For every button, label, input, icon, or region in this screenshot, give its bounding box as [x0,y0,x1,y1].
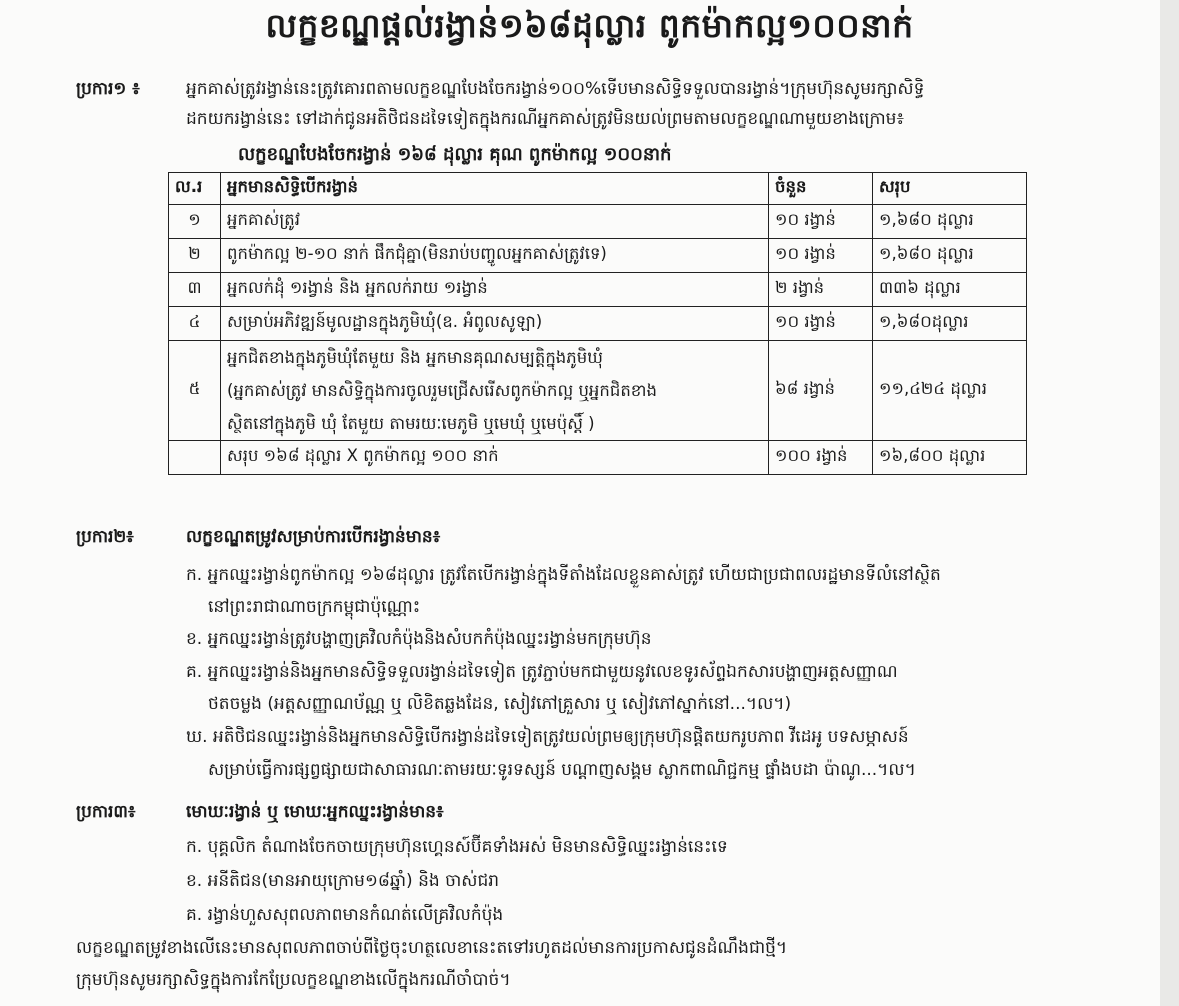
header-qty: ចំនួន [769,173,873,205]
article-1-line-1: អ្នកគាស់ត្រូវរង្វាន់នេះត្រូវគោរពតាមលក្ខខណ្ឌបែងចែករង្វាន់១០០%ទើបមានសិទ្ធិទទួលបានរង្វាន់។ក្រុមហ៊ុនសូមរក្សាសិទ្ធិ [186,79,925,99]
row-total: ៣៣៦ ដុល្លារ [873,273,1027,307]
header-who: អ្នកមានសិទ្ធិបើករង្វាន់ [221,173,769,205]
article-3-item-c: គ. រង្វាន់ហួសសុពលភាពមានកំណត់លើគ្រវិលកំប៉ុង [186,905,504,925]
header-total: សរុប [873,173,1027,205]
row-who-line-2: (អ្នកគាស់ត្រូវ មានសិទ្ធិក្នុងការចូលរួមជ្រើសរើសពូកម៉ាកល្អ ឬអ្នកជិតខាង [227,381,657,400]
row-qty: ១០ រង្វាន់ [769,205,873,239]
row-who: ពូកម៉ាកល្អ ២-១០ នាក់ ផឹកជុំគ្នា(មិនរាប់បញ្ចូលអ្នកគាស់ត្រូវទេ) [221,239,769,273]
footer-line-1: លក្ខខណ្ឌតម្រូវខាងលើនេះមានសុពលភាពចាប់ពីថ្ងៃចុះហត្ថលេខានេះតទៅរហូតដល់មានការប្រកាសជូនដំណឹងជាថ្មី។ [76,938,788,958]
row-qty: ២ រង្វាន់ [769,273,873,307]
row-total: ១,៦៨០ ដុល្លារ [873,239,1027,273]
row-who: អ្នកគាស់ត្រូវ [221,205,769,239]
row-no: ២ [169,239,221,273]
article-1-line-2: ដកយករង្វាន់នេះ ទៅដាក់ជូនអតិថិជនដទៃទៀតក្នុងករណីអ្នកគាស់ត្រូវមិនយល់ព្រមតាមលក្ខខណ្ឌណាមួយខាងក្រោម៖ [186,109,904,129]
row-no: ៥ [169,341,221,441]
article-2-item-d-line-1: ឃ. អតិថិជនឈ្នះរង្វាន់និងអ្នកមានសិទ្ធិបើករង្វាន់ដទៃទៀតត្រូវយល់ព្រមឲ្យក្រុមហ៊ុនផ្តិតយករូបភាព វីដេអូ បទសម្ភាសន៍ [186,727,909,747]
article-2-heading: លក្ខខណ្ឌតម្រូវសម្រាប់ការបើករង្វាន់មាន៖ [186,527,441,547]
row-total: ១,៦៨០ ដុល្លារ [873,205,1027,239]
table-row [169,307,1027,341]
article-3-heading: មោឃៈរង្វាន់ ឬ មោឃៈអ្នកឈ្នះរង្វាន់មាន៖ [186,802,444,822]
row-qty: ១០ រង្វាន់ [769,239,873,273]
row-total: ១,៦៨០ដុល្លារ [873,307,1027,341]
article-2-item-c-line-2: ថតចម្លង (អត្តសញ្ញាណប័ណ្ណ ឬ លិខិតឆ្លងដែន, សៀវភៅគ្រួសារ ឬ សៀវភៅស្នាក់នៅ...។ល។) [208,694,792,714]
header-no: ល.រ [169,173,221,205]
row-no: ១ [169,205,221,239]
row-who-line-3: ស្ថិតនៅក្នុងភូមិ ឃុំ តែមួយ តាមរយៈមេភូមិ ឬមេឃុំ ឬមេប៉ុស្តិ៍ ) [227,414,595,433]
article-2-item-b: ខ. អ្នកឈ្នះរង្វាន់ត្រូវបង្ហាញគ្រវិលកំប៉ុងនិងសំបកកំប៉ុងឈ្នះរង្វាន់មកក្រុមហ៊ុន [186,629,652,649]
table-title: លក្ខខណ្ឌបែងចែករង្វាន់ ១៦៨ ដុល្លារ គុណ ពូកម៉ាកល្អ ១០០នាក់ [238,144,672,165]
article-2-item-a-line-1: ក. អ្នកឈ្នះរង្វាន់ពូកម៉ាកល្អ ១៦៨ដុល្លារ ត្រូវតែបើករង្វាន់ក្នុងទីតាំងដែលខ្លួនគាស់ត្រូវ ហើយជាប្រជាពលរដ្ឋមានទីលំនៅស្ថិត [186,565,941,585]
article-2-item-c-line-1: គ. អ្នកឈ្នះរង្វាន់និងអ្នកមានសិទ្ធិទទួលរង្វាន់ដទៃទៀត ត្រូវភ្ជាប់មកជាមួយនូវលេខទូរស័ព្ទឯកសារបង្ហាញអត្តសញ្ញាណ [186,662,898,682]
article-2-label: ប្រការ២៖ [76,527,134,547]
sum-qty: ១០០ រង្វាន់ [769,441,873,475]
article-2-item-a-line-2: នៅព្រះរាជាណាចក្រកម្ពុជាប៉ុណ្ណោះ [208,597,421,617]
row-total: ១១,៤២៤ ដុល្លារ [873,341,1027,441]
row-who [221,341,769,441]
sum-total: ១៦,៨០០ ដុល្លារ [873,441,1027,475]
table-sum-row [169,441,1027,475]
prize-table [168,172,1027,475]
table-row [169,239,1027,273]
row-no: ៤ [169,307,221,341]
row-qty: ១០ រង្វាន់ [769,307,873,341]
footer-line-2: ក្រុមហ៊ុនសូមរក្សាសិទ្ធក្នុងការកែប្រែលក្ខខណ្ឌខាងលើក្នុងករណីចាំបាច់។ [76,970,511,990]
sum-no [169,441,221,475]
table-row [169,205,1027,239]
row-who-line-1: អ្នកជិតខាងក្នុងភូមិឃុំតែមួយ និង អ្នកមានគុណសម្បត្តិក្នុងភូមិឃុំ [227,348,603,367]
sum-who: សរុប ១៦៨ ដុល្លារ X ពូកម៉ាកល្អ ១០០ នាក់ [221,441,769,475]
table-row [169,273,1027,307]
row-qty: ៦៨ រង្វាន់ [769,341,873,441]
table-header-row [169,173,1027,205]
row-who: អ្នកលក់ដុំ ១រង្វាន់ និង អ្នកលក់រាយ ១រង្វាន់ [221,273,769,307]
page-title: លក្ខខណ្ឌផ្តល់រង្វាន់១៦៨ដុល្លារ ពូកម៉ាកល្អ១០០នាក់ [265,6,914,45]
article-3-item-a: ក. បុគ្គលិក តំណាងចែកចាយក្រុមហ៊ុនហ្គេនស៍ប៊ីគទាំងអស់ មិនមានសិទ្ធិឈ្នះរង្វាន់នេះទេ [186,837,728,857]
table-row [169,341,1027,441]
article-2-item-d-line-2: សម្រាប់ធ្វើការផ្សព្វផ្សាយជាសាធារណៈតាមរយៈទូរទស្សន៍ បណ្តាញសង្គម ស្លាកពាណិជ្ជកម្ម ផ្ទាំងបដា ប៉ាណូ...។ល។ [208,760,916,780]
row-who: សម្រាប់អភិវឌ្ឍន៍មូលដ្ឋានក្នុងភូមិឃុំ(ឧ. អំពូលសូឡា) [221,307,769,341]
article-3-item-b: ខ. អនីតិជន(មានអាយុក្រោម១៨ឆ្នាំ) និង ចាស់ជរា [186,871,500,891]
article-1-label: ប្រការ១ ៖ [76,79,140,99]
page-edge-shadow [1160,0,1179,1006]
article-3-label: ប្រការ៣៖ [76,802,136,822]
row-no: ៣ [169,273,221,307]
